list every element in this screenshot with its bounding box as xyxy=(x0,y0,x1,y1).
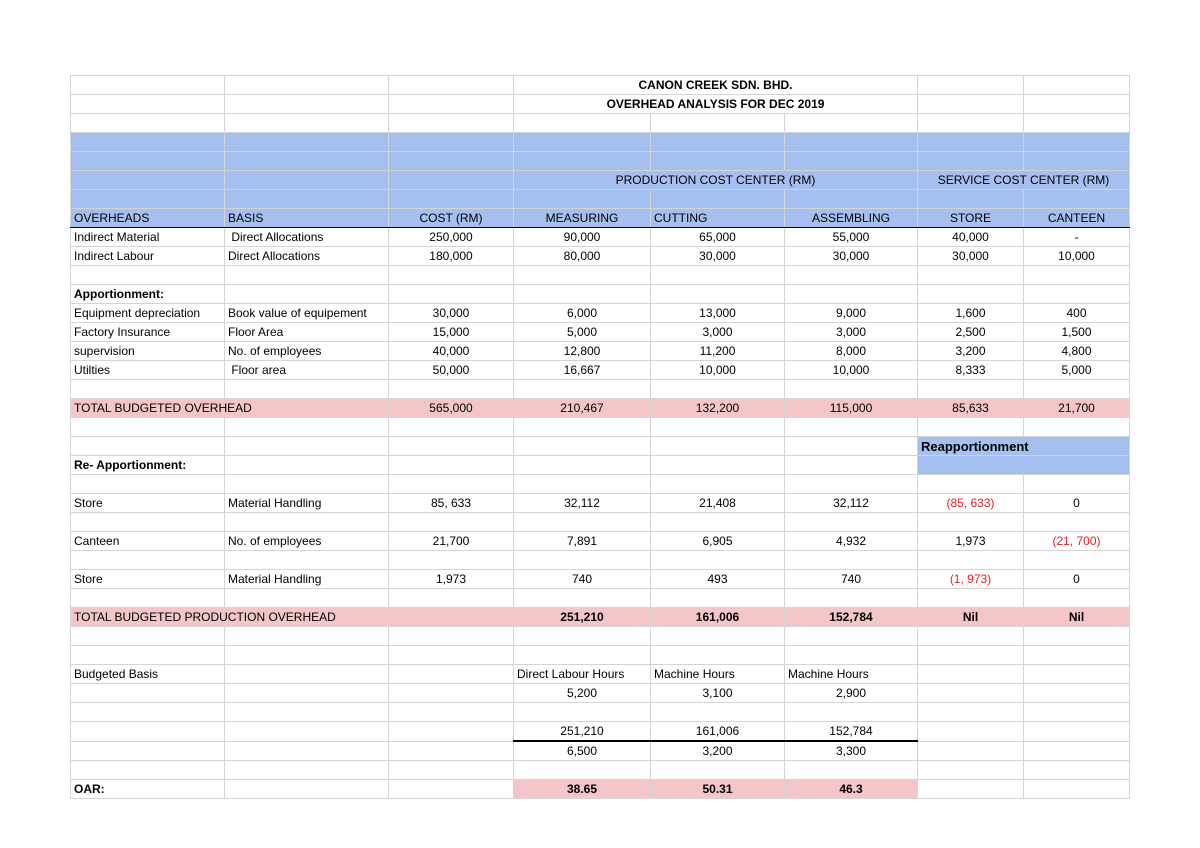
col-cost: COST (RM) xyxy=(389,209,514,228)
blank-row xyxy=(71,551,1130,570)
total-production-overhead-row: TOTAL BUDGETED PRODUCTION OVERHEAD 251,210 161,006 152,784 Nil Nil xyxy=(71,608,1130,627)
col-basis: BASIS xyxy=(225,209,389,228)
total-budgeted-overhead-row: TOTAL BUDGETED OVERHEAD 565,000 210,467 132,200 115,000 85,633 21,700 xyxy=(71,399,1130,418)
blank-row xyxy=(71,703,1130,722)
re-apportionment-heading-row xyxy=(71,456,1130,475)
table-row: Equipment depreciation Book value of equipement 30,000 6,000 13,000 9,000 1,600 400 xyxy=(71,304,1130,323)
blank-row xyxy=(71,266,1130,285)
total-production-overhead-label: TOTAL BUDGETED PRODUCTION OVERHEAD xyxy=(71,608,514,627)
blank-row xyxy=(71,418,1130,437)
reapportionment-label: Reapportionment xyxy=(918,437,1130,456)
table-row: Canteen No. of employees 21,700 7,891 6,905 4,932 1,973 (21, 700) xyxy=(71,532,1130,551)
table-row: Indirect Material Direct Allocations 250,000 90,000 65,000 55,000 40,000 - xyxy=(71,228,1130,247)
col-store: STORE xyxy=(918,209,1024,228)
oar-row xyxy=(71,780,1130,799)
blank-row xyxy=(71,475,1130,494)
title-row-2 xyxy=(71,95,1130,114)
apportionment-heading-row xyxy=(71,285,1130,304)
header-band-3 xyxy=(71,171,1130,190)
col-cutting: CUTTING xyxy=(651,209,785,228)
oar-measuring: 38.65 xyxy=(514,780,651,799)
blank-row xyxy=(71,380,1130,399)
column-header-row xyxy=(71,209,1130,228)
reapportionment-label-row xyxy=(71,437,1130,456)
col-measuring: MEASURING xyxy=(514,209,651,228)
service-cost-center-heading: SERVICE COST CENTER (RM) xyxy=(918,171,1130,190)
spreadsheet xyxy=(70,75,1130,799)
blank-row xyxy=(71,761,1130,780)
oar-denominator-row: 6,500 3,200 3,300 xyxy=(71,741,1130,761)
oar-numerator-row: 251,210 161,006 152,784 xyxy=(71,722,1130,742)
blank-row xyxy=(71,114,1130,133)
budgeted-basis-label: Budgeted Basis xyxy=(71,665,225,684)
header-band-4 xyxy=(71,190,1130,209)
table-row: Store Material Handling 1,973 740 493 740 (1, 973) 0 xyxy=(71,570,1130,589)
oar-cutting: 50.31 xyxy=(651,780,785,799)
table-row: Factory Insurance Floor Area 15,000 5,000 3,000 3,000 2,500 1,500 xyxy=(71,323,1130,342)
blank-row xyxy=(71,646,1130,665)
table-row: supervision No. of employees 40,000 12,800 11,200 8,000 3,200 4,800 xyxy=(71,342,1130,361)
oar-assembling: 46.3 xyxy=(785,780,918,799)
col-assembling: ASSEMBLING xyxy=(785,209,918,228)
title-row-1 xyxy=(71,76,1130,95)
table-row: Store Material Handling 85, 633 32,112 21,408 32,112 (85, 633) 0 xyxy=(71,494,1130,513)
blank-row xyxy=(71,513,1130,532)
production-cost-center-heading: PRODUCTION COST CENTER (RM) xyxy=(514,171,918,190)
budgeted-basis-values-row: 5,200 3,100 2,900 xyxy=(71,684,1130,703)
apportionment-heading: Apportionment: xyxy=(71,285,225,304)
header-band-2 xyxy=(71,152,1130,171)
total-budgeted-overhead-label: TOTAL BUDGETED OVERHEAD xyxy=(71,399,389,418)
report-title: OVERHEAD ANALYSIS FOR DEC 2019 xyxy=(514,95,918,114)
overhead-analysis-table xyxy=(70,75,1130,799)
table-row: Indirect Labour Direct Allocations 180,000 80,000 30,000 30,000 30,000 10,000 xyxy=(71,247,1130,266)
re-apportionment-heading: Re- Apportionment: xyxy=(71,456,225,475)
company-name: CANON CREEK SDN. BHD. xyxy=(514,76,918,95)
blank-row xyxy=(71,627,1130,646)
col-overheads: OVERHEADS xyxy=(71,209,225,228)
table-row: Utilties Floor area 50,000 16,667 10,000 10,000 8,333 5,000 xyxy=(71,361,1130,380)
header-band-1 xyxy=(71,133,1130,152)
budgeted-basis-row: Budgeted Basis Direct Labour Hours Machine Hours Machine Hours xyxy=(71,665,1130,684)
col-canteen: CANTEEN xyxy=(1024,209,1130,228)
oar-label: OAR: xyxy=(71,780,225,799)
blank-row xyxy=(71,589,1130,608)
